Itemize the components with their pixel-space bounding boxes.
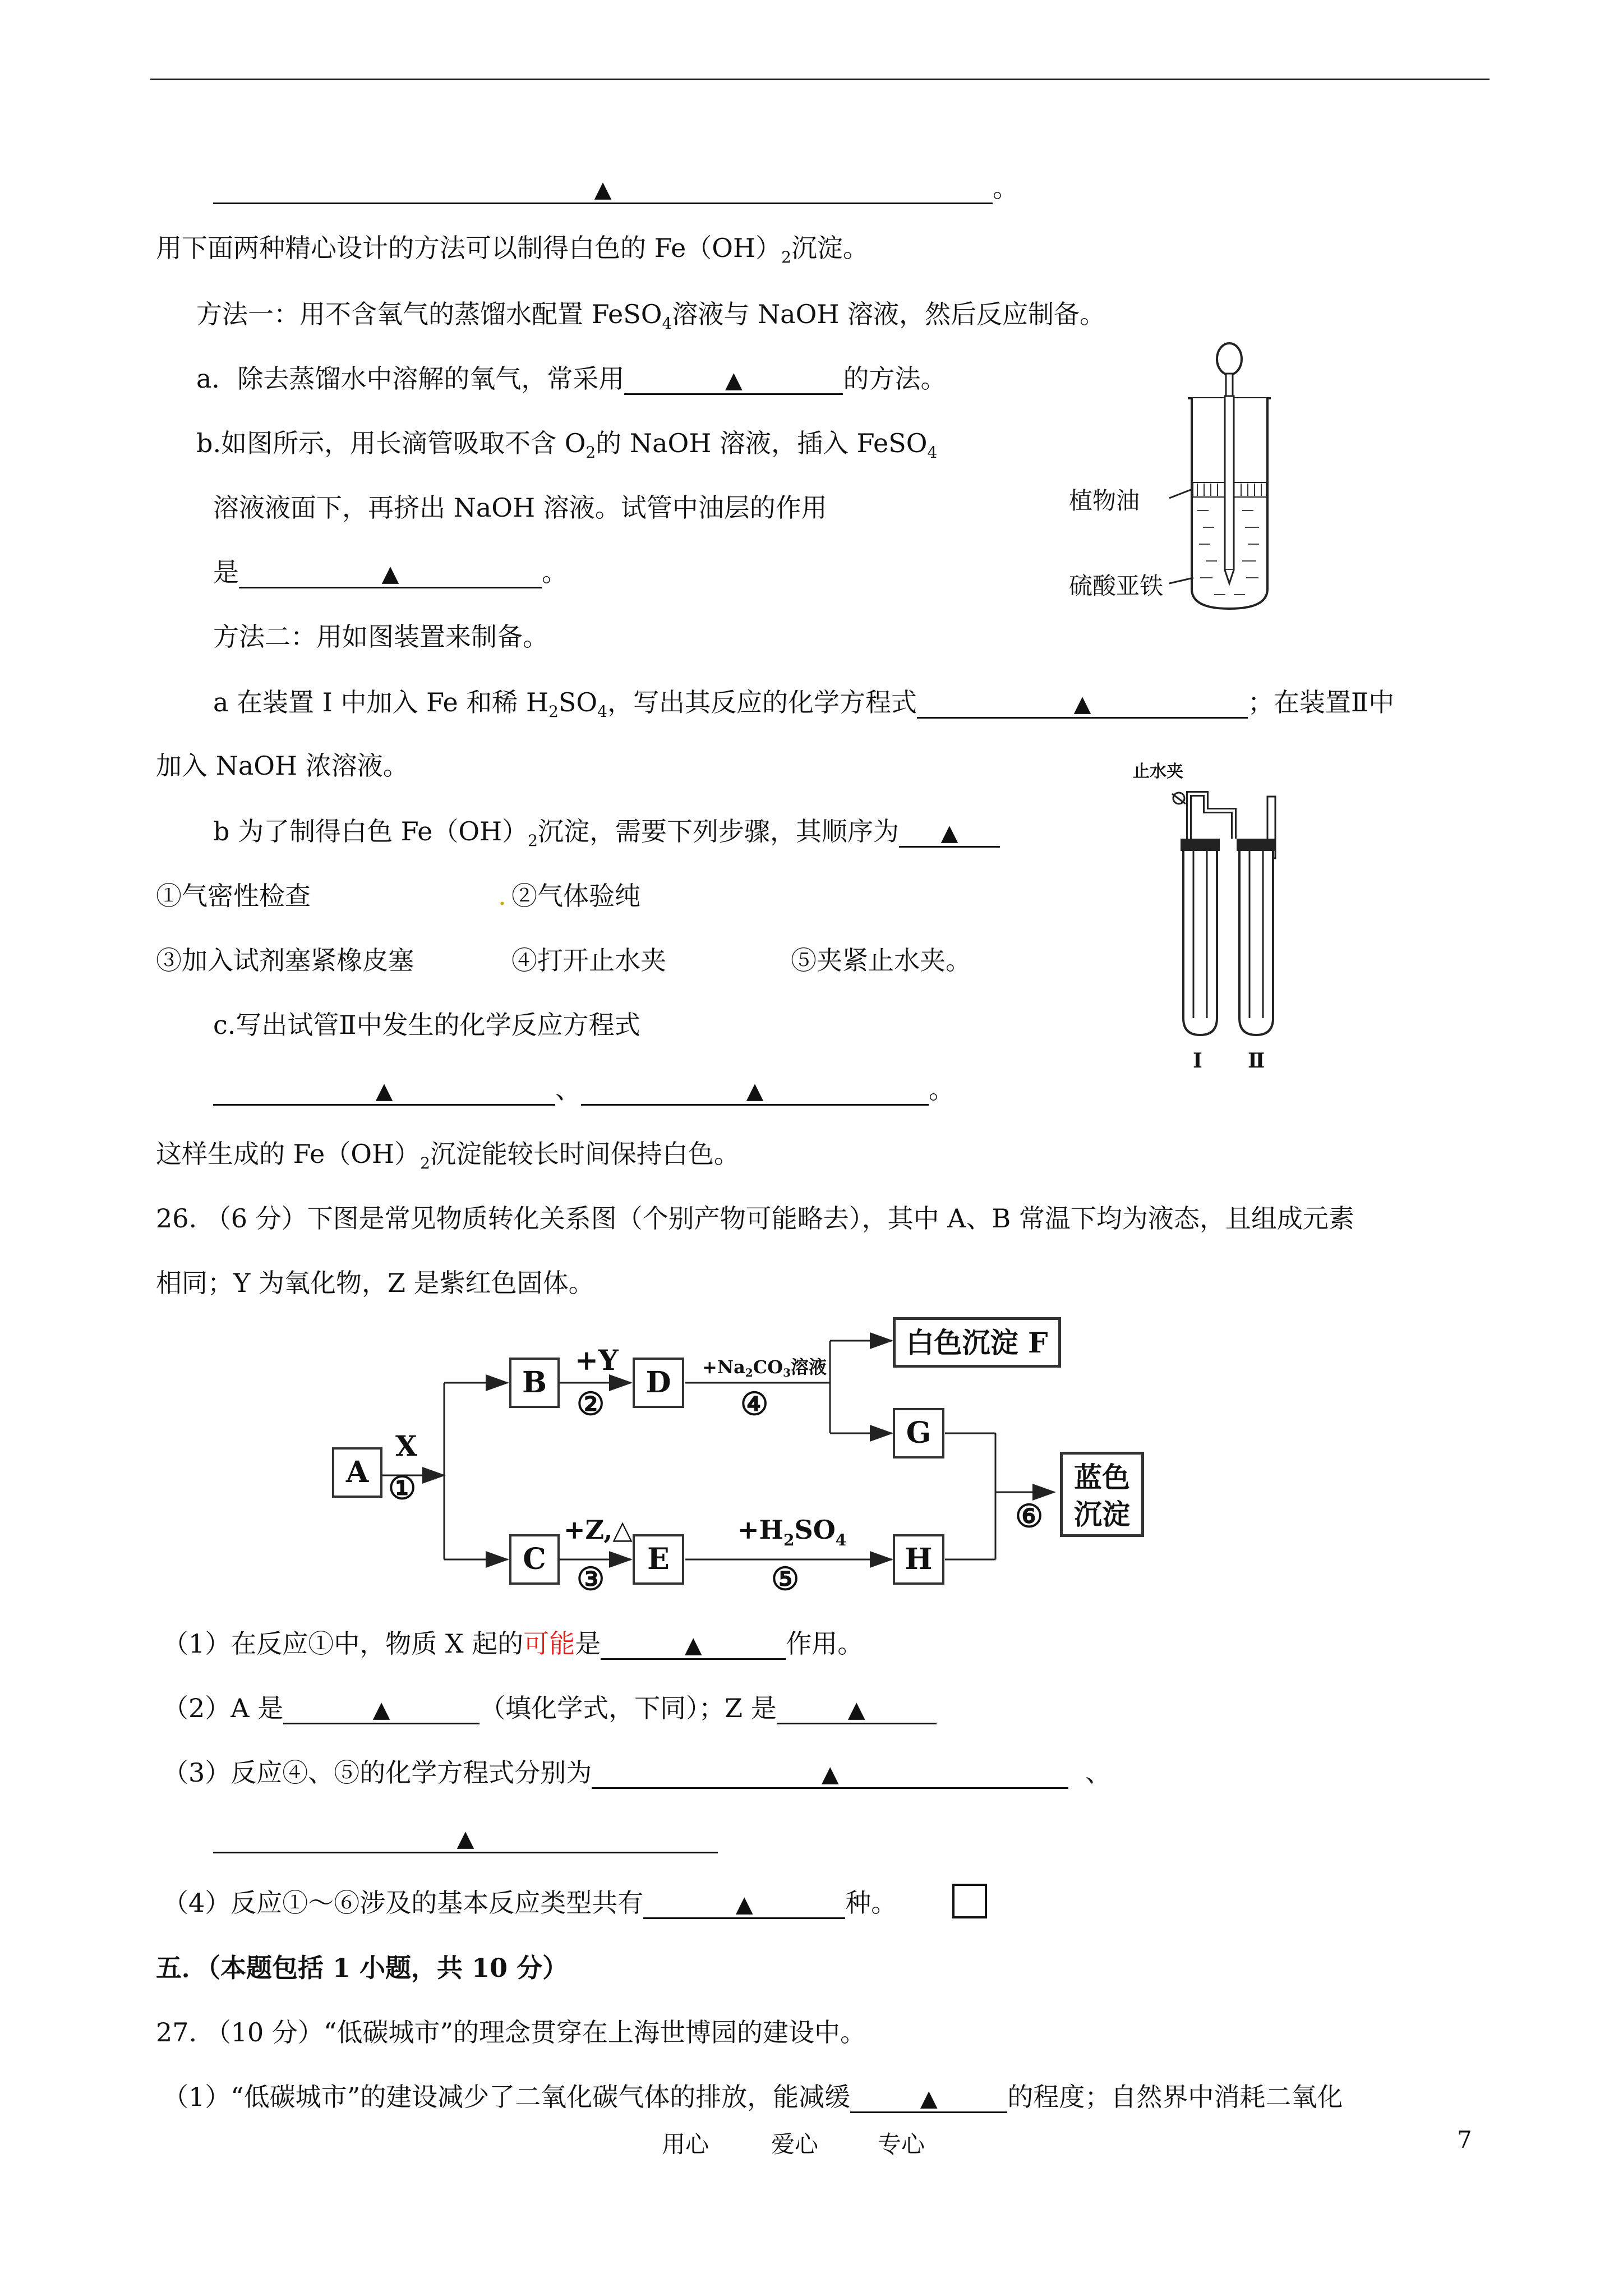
line-7: 是 ▲ 。 [213, 557, 568, 587]
answer-blank[interactable]: ▲ [239, 558, 542, 588]
line-4: a．除去蒸馏水中溶解的氧气，常采用 ▲ 的方法。 [196, 364, 947, 394]
apparatus-figure [1127, 754, 1318, 1080]
footer-motto-3: 专心 [878, 2131, 925, 2158]
line-18: 相同；Y 为氧化物，Z 是紫红色固体。 [156, 1268, 594, 1298]
tube-2-label: Ⅱ [1248, 1049, 1265, 1073]
node-white-precipitate-f: 白色沉淀 F [893, 1317, 1061, 1368]
label-y: +Y [575, 1343, 619, 1377]
answer-blank[interactable]: ▲ [592, 1758, 1068, 1789]
answer-blank[interactable]: ▲ [917, 688, 1248, 719]
answer-blank[interactable]: ▲ [643, 1888, 845, 1919]
score-box[interactable] [952, 1884, 987, 1918]
question-3: （3）反应④、⑤的化学方程式分别为 ▲ 、 [163, 1757, 1112, 1788]
step-2: ② [577, 1386, 605, 1423]
answer-blank[interactable]: ▲ [777, 1694, 937, 1724]
header-rule [150, 79, 1490, 80]
line-13: ③加入试剂塞紧橡皮塞 [156, 945, 414, 976]
node-b: B [509, 1358, 560, 1408]
step-1: ① [388, 1470, 417, 1507]
page-number: 7 [1457, 2126, 1472, 2154]
node-c: C [509, 1534, 560, 1585]
line-6: 溶液液面下，再挤出 NaOH 溶液。试管中油层的作用 [213, 493, 827, 523]
answer-blank[interactable]: ▲ [601, 1629, 786, 1660]
line-13c: ⑤夹紧止水夹。 [791, 945, 971, 976]
ferrous-sulfate-label: 硫酸亚铁 [1069, 572, 1164, 600]
line-11: b 为了制得白色 $Fe(OH)_2$沉淀，需要下列步骤，其顺序为 ▲ [213, 815, 1000, 848]
oil-label: 植物油 [1069, 487, 1140, 514]
answer-blank[interactable]: ▲ [581, 1075, 929, 1106]
question-3-line-2 [213, 1820, 718, 1854]
line-9: a 在装置 Ⅰ 中加入 Fe 和稀 $H_2SO_4$，写出其反应的化学方程式 ▲ ；在装置Ⅱ中 [213, 687, 1395, 721]
line-14: c.写出试管Ⅱ中发生的化学反应方程式 [213, 1010, 640, 1040]
tube-1-label: Ⅰ [1193, 1049, 1202, 1073]
node-h: H [893, 1534, 944, 1585]
label-z: +Z,△ [564, 1515, 633, 1545]
node-a: A [332, 1447, 382, 1498]
question-1: （1）在反应①中，物质 X 起的可能是 ▲ 作用。 [163, 1628, 864, 1659]
step-5: ⑤ [771, 1561, 800, 1598]
node-d: D [633, 1358, 684, 1408]
question-27: 27. （10 分）“低碳城市”的理念贯穿在上海世博园的建设中。 [156, 2017, 866, 2047]
line-12: ①气密性检查 [156, 881, 311, 911]
question-4: （4）反应①～⑥涉及的基本反应类型共有 ▲ 种。 [163, 1888, 897, 1918]
step-6: ⑥ [1015, 1498, 1044, 1535]
stray-dot: . [498, 881, 506, 911]
question-27-1: （1）“低碳城市”的建设减少了二氧化碳气体的排放，能减缓 ▲ 的程度；自然界中消耗二氧化 [163, 2082, 1343, 2112]
answer-blank[interactable]: ▲ [624, 364, 843, 395]
step-4: ④ [740, 1386, 769, 1423]
line-13b: ④打开止水夹 [511, 945, 666, 976]
line-2: 用下面两种精心设计的方法可以制得白色的 $Fe(OH)_2$沉淀。 [156, 233, 869, 266]
answer-blank[interactable]: ▲ [213, 173, 993, 204]
answer-blank[interactable]: ▲ [850, 2082, 1007, 2113]
answer-blank[interactable]: ▲ [283, 1694, 479, 1724]
line-5: b.如图所示，用长滴管吸取不含 $O_2$的 NaOH 溶液，插入 FeSO$_4$ [196, 428, 938, 462]
line-16: 这样生成的 $Fe(OH)_2$沉淀能较长时间保持白色。 [156, 1139, 740, 1172]
line-10: 加入 NaOH 浓溶液。 [156, 751, 409, 781]
line-17: 26. （6 分）下图是常见物质转化关系图（个别产物可能略去），其中 A、B 常温下均为液态，且组成元素 [156, 1203, 1354, 1234]
question-2: （2）A 是 ▲ （填化学式，下同）；Z 是 ▲ [163, 1691, 937, 1725]
label-na2co3: $+Na_2CO_3$溶液 [702, 1356, 827, 1379]
answer-blank[interactable]: ▲ [213, 1823, 718, 1853]
line-1: ▲ 。 [213, 171, 1018, 205]
node-g: G [893, 1408, 944, 1458]
label-h2so4: $+H_2SO_4$ [737, 1515, 847, 1549]
clamp-label: 止水夹 [1133, 762, 1183, 781]
node-blue-precipitate: 蓝色 沉淀 [1060, 1452, 1144, 1537]
line-8: 方法二：用如图装置来制备。 [213, 622, 548, 652]
line-12b: ②气体验纯 [511, 881, 640, 911]
footer-motto-1: 用心 [662, 2131, 709, 2158]
footer-motto-2: 爱心 [771, 2131, 819, 2158]
answer-blank[interactable]: ▲ [899, 817, 1000, 848]
line-15: ▲ 、 ▲ 。 [213, 1073, 955, 1106]
step-3: ③ [577, 1561, 605, 1598]
answer-blank[interactable]: ▲ [213, 1075, 555, 1106]
section-5-heading: 五．（本题包括 1 小题，共 10 分） [156, 1953, 569, 1983]
line-3: 方法一：用不含氧气的蒸馏水配置 FeSO$_4$溶液与 NaOH 溶液，然后反应制备。 [196, 299, 1106, 333]
label-x: X [395, 1429, 417, 1462]
node-e: E [633, 1534, 684, 1585]
